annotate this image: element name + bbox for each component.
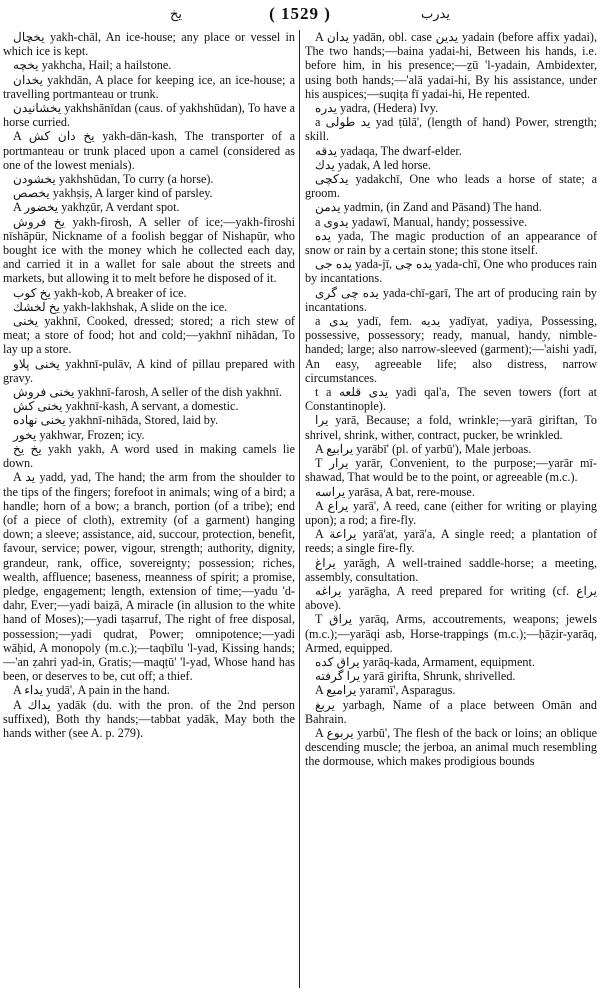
dictionary-entry: a يدى yadī, fem. يديه yadīyat, yadiya, Possessing, possessive, possessory; ready, manual, handy, nimble-handed; large; also narrow-sleeved (garment);—'aishi yadī, An easy, agreeable life; also distress, narrow circumstances. <box>305 314 597 385</box>
header-catchword-right: يدرب <box>421 6 450 21</box>
dictionary-entry: t a يدى قلعه yadi qal'a, The seven towers (fort at Constantinople). <box>305 385 597 414</box>
dictionary-entry: يخچه yakhcha, Hail; a hailstone. <box>13 58 172 73</box>
dictionary-entry: يخنى نهاده yakhnī-nihāda, Stored, laid by. <box>13 413 219 428</box>
dictionary-entry: a يد طولى yad ṭūlā', (length of hand) Power, strength; skill. <box>305 115 597 144</box>
dictionary-entry: T يراق yarāq, Arms, accoutrements, weapons; jewels (m.c.);—yarāqi asb, Horse-trappings (m.c.);—ḥāẓir-yarāq, Armed, equipped. <box>305 612 597 655</box>
dictionary-entry: يراسه yarāsa, A bat, rere-mouse. <box>315 484 475 499</box>
dictionary-entry: يده چى گرى yada-chī-garī, The art of producing rain by incantations. <box>305 285 597 314</box>
dictionary-entry: A يد yadd, yad, The hand; the arm from the shoulder to the tips of the fingers; forefoot in animals; wing of a bird; a handle; horn of a bow; a branch, portion (of a tribe); end (of a piece of cloth), extremity (of a garment) hanging down; a sleeve; assistance, aid, succour, protection, benefit, favour, service; power, vigour, strength; authority, dignity, grandeur, rank, office, sovereignty; possession; riches, wealth, affluence; baseness, meanness of spirit; a promise, pledge, engagement; length, extension of time;—yadu 'd-dahr, Ever;—yadi baiẓā, A miracle (in allusion to the white hand of Moses);—yadi taṣarruf, The right of free disposal, possession;—yadi qudrat, Power; omnipotence;—yadi wāḥid, A monopoly (m.c.);—taqbīlu 'l-yad, Kissing hands;—'an ẓahri yad-in, Gratis;—maqṭū' 'l-yad, Whose hand has been, or deserves to be, cut off; a thief. <box>3 470 295 684</box>
dictionary-entry: يدمن yadmin, (in Zand and Pāsand) The hand. <box>315 200 542 215</box>
dictionary-entry: A يخ دان كش yakh-dān-kash, The transporter of a portmanteau or trunk placed upon a camel (considered as one of the lowest menials). <box>3 129 295 172</box>
dictionary-entry: يخ كوب yakh-kob, A breaker of ice. <box>13 285 187 300</box>
dictionary-entry: يرا گرفته yarā girifta, Shrunk, shrivelled. <box>315 669 516 684</box>
dictionary-entry: A يراعة yarā'at, yarā'a, A single reed; a plantation of reeds; a single fire-fly. <box>305 527 597 556</box>
column-divider <box>299 30 300 988</box>
dictionary-entry: يدك yadak, A led horse. <box>315 157 431 172</box>
dictionary-entry: يخشانيدن yakhshānīdan (caus. of yakhshūdan), To have a horse curried. <box>3 101 295 130</box>
dictionary-entry: A يراع yarā', A reed, cane (either for writing or playing upon); a rod; a fire-fly. <box>305 498 597 527</box>
dictionary-entry: يخ يخ yakh yakh, A word used in making camels lie down. <box>3 441 295 471</box>
dictionary-entry: A يداء yudā', A pain in the hand. <box>13 683 170 698</box>
header-catchword-left: يخ <box>170 6 183 21</box>
dictionary-entry: A يدان yadān, obl. case يدين yadain (before affix yadai), The two hands;—baina yadai-hi, Between his hands, i.e. before him, in his presence;—ẕū 'l-yadain, Ambidexter, using both hands;—'alā yadai-hi, By his assistance, under his auspices;—suqiṭa fī yadai-hi, He repented. <box>305 30 597 101</box>
dictionary-entry: يدكچى yadakchī, One who leads a horse of state; a groom. <box>305 172 597 201</box>
dictionary-entry: يخشودن yakhshūdan, To curry (a horse). <box>13 172 214 187</box>
dictionary-entry: A يراميع yaramī', Asparagus. <box>315 683 456 698</box>
dictionary-entry: يخ فروش yakh-firosh, A seller of ice;—yakh-firoshi nīshāpūr, Nickname of a foolish beggar of Nishapūr, who bought ice with the money which he collected each day, and carried it in a wallet for sale about the streets and markets, but allowing it to melt before he disposed of it. <box>3 214 295 286</box>
page-header <box>0 4 600 28</box>
dictionary-entry: يخنى فروش yakhnī-farosh, A seller of the dish yakhnī. <box>13 385 282 400</box>
dictionary-entry: يخصص yakhṣiṣ, A larger kind of parsley. <box>13 186 213 201</box>
dictionary-entry: يدره yadra, (Hedera) Ivy. <box>315 101 439 116</box>
left-column <box>3 30 295 990</box>
dictionary-entry: يرا yarā, Because; a fold, wrinkle;—yarā giriftan, To shrivel, shrink, wither, contract, pucker, be wrinkled. <box>305 413 597 442</box>
page-number: ( 1529 ) <box>269 4 331 23</box>
dictionary-entry: يخنى پلاو yakhnī-pulāv, A kind of pillau prepared with gravy. <box>3 356 295 385</box>
dictionary-entry: a يدوى yadawī, Manual, handy; possessive. <box>315 214 528 229</box>
dictionary-entry: يخ لخشك yakh-lakhshak, A slide on the ice. <box>13 299 228 314</box>
dictionary-entry: يدقه yadaqa, The dwarf-elder. <box>315 143 462 158</box>
dictionary-entry: A يربوع yarbū', The flesh of the back or loins; an oblique descending muscle; the jerboa, an animal much resembling the dormouse, which makes prodigious bounds <box>305 725 597 769</box>
dictionary-entry: يخنى كش yakhnī-kash, A servant, a domestic. <box>13 399 239 414</box>
dictionary-entry: A يداك yadāk (du. with the pron. of the 2nd person suffixed), Both thy hands;—tabbat yadāk, May both the hands wither (see A. p. 279). <box>3 697 295 740</box>
dictionary-entry: يخدان yakhdān, A place for keeping ice, an ice-house; a travelling portmanteau or trunk. <box>3 72 295 101</box>
dictionary-entry: يده yada, The magic production of an appearance of snow or rain by a certain stone; this stone itself. <box>305 228 597 258</box>
dictionary-entry: يخنى yakhnī, Cooked, dressed; stored; a rich stew of meat; a store of food; hot and cold;—yakhnī nihādan, To lay up a store. <box>3 314 295 357</box>
dictionary-entry: A يرابيع yarābī' (pl. of yarbū'), Male jerboas. <box>315 441 532 456</box>
dictionary-entry: يخچال yakh-chāl, An ice-house; any place or vessel in which ice is kept. <box>3 30 295 59</box>
dictionary-entry: A يخضور yakhẓūr, A verdant spot. <box>13 200 180 215</box>
dictionary-entry: يده جى yada-jī, يده چى yada-chī, One who produces rain by incantations. <box>305 257 597 286</box>
dictionary-entry: يراق كده yarāq-kada, Armament, equipment. <box>315 654 535 669</box>
dictionary-entry: يخور yakhwar, Frozen; icy. <box>13 427 145 442</box>
dictionary-entry: يربغ yarbagh, Name of a place between Omān and Bahrain. <box>305 697 597 726</box>
dictionary-entry: يراغ yarāgh, A well-trained saddle-horse; a meeting, assembly, consultation. <box>305 555 597 584</box>
right-column <box>305 30 597 990</box>
dictionary-entry: T يرار yarār, Convenient, to the purpose;—yarār mī-shawad, That would be to the point, or agreeable (m.c.). <box>305 456 597 485</box>
dictionary-entry: يراغه yarāgha, A reed prepared for writing (cf. يراع above). <box>305 583 597 613</box>
